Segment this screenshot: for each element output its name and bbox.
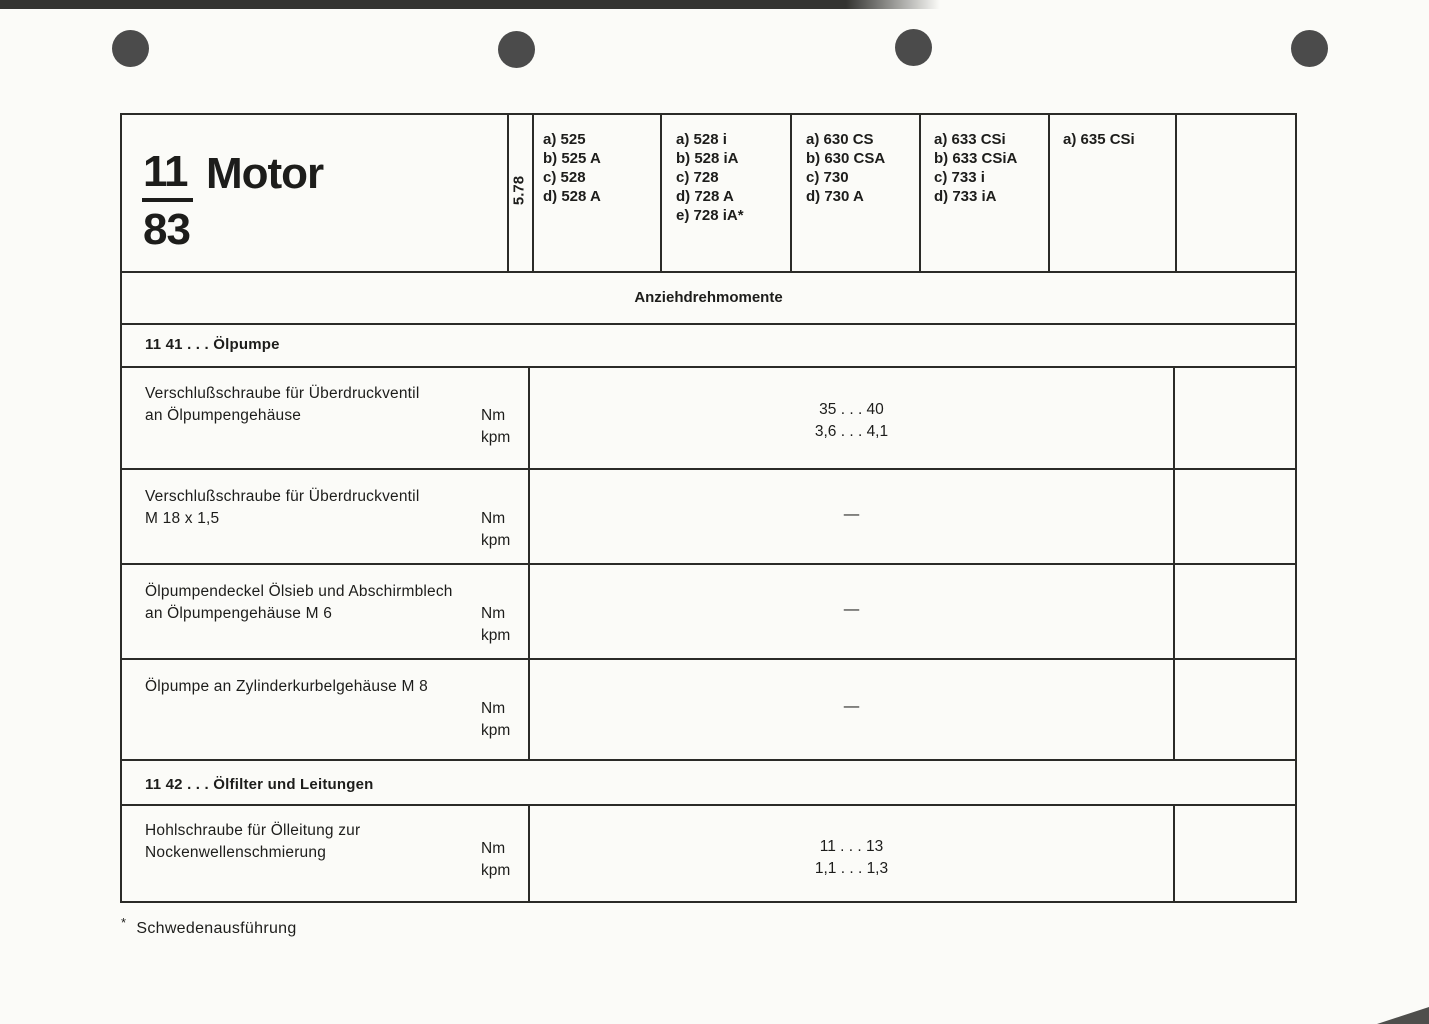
model-entry: d) 728 A: [676, 188, 734, 205]
label-line: M 18 x 1,5: [145, 510, 220, 527]
value-nm: —: [843, 601, 860, 618]
unit-kpm: kpm: [481, 722, 511, 739]
table-grid-line: [120, 563, 1297, 565]
table-grid-line: [1048, 113, 1050, 271]
label-line: Ölpumpe an Zylinderkurbelgehäuse M 8: [145, 678, 428, 695]
punch-hole: [498, 31, 535, 68]
table-grid-line: [1173, 366, 1175, 759]
value-nm: 35 . . . 40: [819, 401, 884, 418]
spec-row-label: [145, 581, 453, 625]
spec-row-units: [481, 603, 510, 647]
model-entry: a) 528 i: [676, 131, 727, 148]
label-line: Ölpumpendeckel Ölsieb und Abschirmblech: [145, 583, 453, 600]
unit-kpm: kpm: [481, 429, 511, 446]
spec-row-units: [481, 698, 510, 742]
table-grid-line: [507, 113, 509, 271]
value-nm: 11 . . . 13: [819, 838, 884, 855]
value-kpm: 3,6 . . . 4,1: [814, 423, 889, 440]
model-entry: a) 525: [543, 131, 586, 148]
unit-nm: Nm: [481, 840, 506, 857]
model-entry: c) 730: [806, 169, 849, 186]
table-grid-line: [120, 901, 1297, 903]
spec-row-label: [145, 383, 419, 427]
model-column-3: [806, 130, 885, 206]
unit-nm: Nm: [481, 510, 506, 527]
label-line: an Ölpumpengehäuse M 6: [145, 605, 333, 622]
table-grid-line: [790, 113, 792, 271]
table-grid-line: [120, 113, 122, 903]
table-grid-line: [120, 113, 1297, 115]
chapter-page-fraction: [142, 147, 193, 254]
model-entry: c) 728: [676, 169, 719, 186]
spec-row-values: [530, 696, 1173, 718]
model-entry: b) 528 iA: [676, 150, 739, 167]
value-nm: —: [843, 698, 860, 715]
model-column-5: [1063, 130, 1135, 149]
table-grid-line: [660, 113, 662, 271]
spec-row-units: [481, 838, 510, 882]
spec-row-label: [145, 486, 419, 530]
chapter-number: 11: [142, 150, 193, 202]
page-corner-artifact: [1377, 1007, 1429, 1024]
spec-row-values: [530, 399, 1173, 443]
model-entry: b) 630 CSA: [806, 150, 886, 167]
page-number: 83: [143, 205, 190, 254]
table-grid-line: [120, 804, 1297, 806]
table-grid-line: [120, 323, 1297, 325]
punch-hole: [112, 30, 149, 67]
spec-row-units: [481, 508, 510, 552]
label-line: an Ölpumpengehäuse: [145, 407, 302, 424]
model-entry: d) 528 A: [543, 188, 601, 205]
punch-hole: [895, 29, 932, 66]
label-line: Hohlschraube für Ölleitung zur: [145, 822, 361, 839]
section-heading-oelfilter: 11 42 . . . Ölfilter und Leitungen: [145, 776, 374, 793]
model-entry: c) 733 i: [934, 169, 985, 186]
table-grid-line: [1295, 113, 1297, 903]
label-line: Verschlußschraube für Überdruckventil: [145, 488, 420, 505]
model-entry: b) 525 A: [543, 150, 601, 167]
value-nm: —: [843, 506, 860, 523]
model-column-4: [934, 130, 1017, 206]
unit-kpm: kpm: [481, 627, 511, 644]
unit-nm: Nm: [481, 700, 506, 717]
section-title: Motor: [206, 149, 324, 198]
label-line: Verschlußschraube für Überdruckventil: [145, 385, 420, 402]
table-grid-line: [120, 759, 1297, 761]
unit-nm: Nm: [481, 605, 506, 622]
footnote-asterisk: *: [121, 915, 127, 930]
model-entry: b) 633 CSiA: [934, 150, 1018, 167]
model-entry: a) 635 CSi: [1063, 131, 1135, 148]
spec-row-values: [530, 504, 1173, 526]
footnote-text: Schwedenausführung: [136, 920, 297, 937]
table-grid-line: [532, 113, 534, 271]
unit-nm: Nm: [481, 407, 506, 424]
spec-row-units: [481, 405, 510, 449]
table-title: Anziehdrehmomente: [634, 289, 783, 306]
table-grid-line: [120, 271, 1297, 273]
table-grid-line: [919, 113, 921, 271]
scan-edge-artifact: [0, 0, 940, 9]
model-entry: e) 728 iA*: [676, 207, 744, 224]
section-heading-oelpumpe: 11 41 . . . Ölpumpe: [145, 336, 280, 353]
page-footnote: [121, 915, 297, 938]
value-kpm: 1,1 . . . 1,3: [814, 860, 889, 877]
model-entry: a) 633 CSi: [934, 131, 1006, 148]
unit-kpm: kpm: [481, 532, 511, 549]
table-grid-line: [120, 468, 1297, 470]
spec-row-values: [530, 836, 1173, 880]
unit-kpm: kpm: [481, 862, 511, 879]
table-grid-line: [1173, 804, 1175, 901]
spec-row-label: [145, 676, 428, 698]
table-grid-line: [1175, 113, 1177, 271]
model-entry: a) 630 CS: [806, 131, 874, 148]
model-column-2: [676, 130, 744, 225]
model-column-1: [543, 130, 601, 206]
edition-date-rotated: 5.78: [510, 175, 528, 206]
model-entry: c) 528: [543, 169, 586, 186]
label-line: Nockenwellenschmierung: [145, 844, 327, 861]
spec-row-label: [145, 820, 360, 864]
table-grid-line: [120, 658, 1297, 660]
table-grid-line: [120, 366, 1297, 368]
spec-row-values: [530, 599, 1173, 621]
punch-hole: [1291, 30, 1328, 67]
model-entry: d) 733 iA: [934, 188, 997, 205]
model-entry: d) 730 A: [806, 188, 864, 205]
